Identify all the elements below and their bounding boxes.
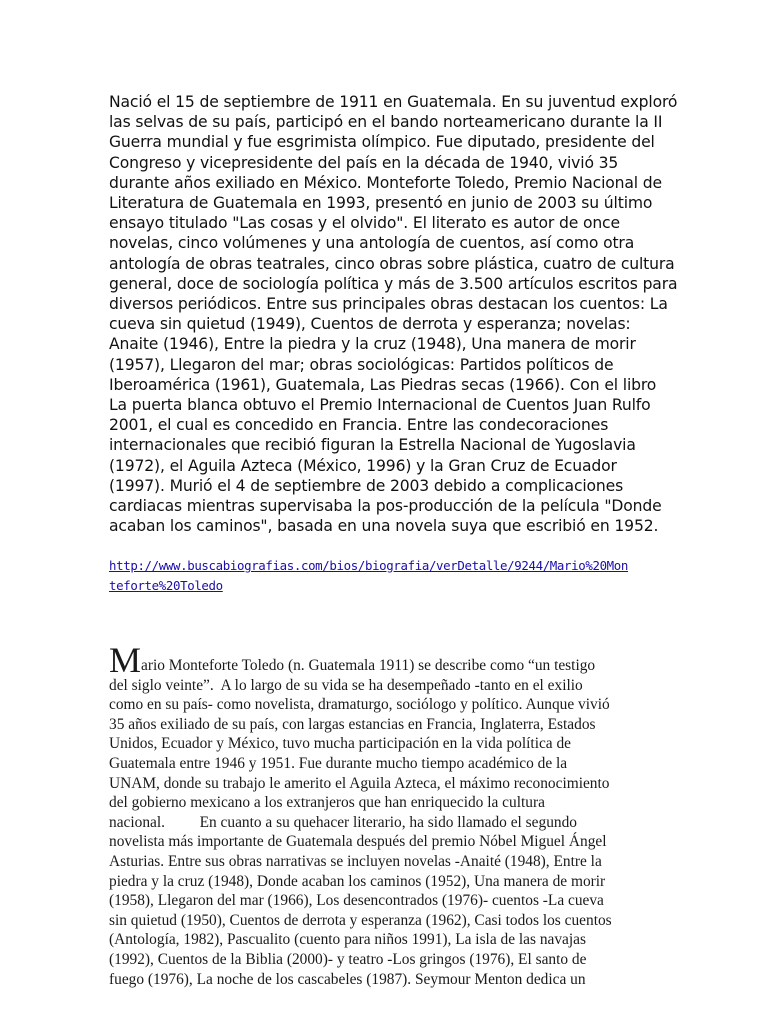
text-line: piedra y la cruz (1948), Donde acaban los caminos (1952), Una manera de morir (109, 872, 606, 890)
text-line: 35 años exiliado de su país, con largas estancias en Francia, Inglaterra, Estados (109, 715, 596, 733)
text-line: (1958), Llegaron del mar (1966), Los desencontrados (1976)- cuentos -La cueva (109, 892, 604, 910)
text-line: (Antología, 1982), Pascualito (cuento para niños 1991), La isla de las navajas (109, 931, 586, 949)
first-text-line (109, 640, 669, 680)
text-line: (1997). Murió el 4 de septiembre de 2003 debido a complicaciones (109, 476, 624, 495)
second-biography-paragraph (109, 640, 669, 989)
text-line: internacionales que recibió figuran la Estrella Nacional de Yugoslavia (109, 436, 636, 455)
text-line: (1957), Llegaron del mar; obras sociológicas: Partidos políticos de (109, 355, 614, 374)
text-line: cueva sin quietud (1949), Cuentos de derrota y esperanza; novelas: (109, 315, 631, 334)
text-line: fuego (1976), La noche de los cascabeles (1987). Seymour Menton dedica un (109, 970, 586, 988)
text-line: novelas, cinco volúmenes y una antología de cuentos, así como otra (109, 234, 635, 253)
text-line: antología de obras teatrales, cinco obras sobre plástica, cuatro de cultura (109, 254, 675, 273)
text-line: sin quietud (1950), Cuentos de derrota y esperanza (1962), Casi todos los cuentos (109, 911, 612, 929)
text-line: nacional. En cuanto a su quehacer literario, ha sido llamado el segundo (109, 813, 577, 831)
text-line: ensayo titulado "Las cosas y el olvido". El literato es autor de once (109, 214, 620, 233)
source-link-line[interactable]: teforte%20Toledo (109, 578, 223, 593)
text-line: durante años exiliado en México. Monteforte Toledo, Premio Nacional de (109, 173, 662, 192)
text-line: (1972), el Aguila Azteca (México, 1996) y la Gran Cruz de Ecuador (109, 456, 617, 475)
text-line: Unidos, Ecuador y México, tuvo mucha participación en la vida política de (109, 735, 572, 753)
text-line: (1992), Cuentos de la Biblia (2000)- y teatro -Los gringos (1976), El santo de (109, 950, 587, 968)
drop-cap: M (109, 640, 142, 680)
text-line: las selvas de su país, participó en el bando norteamericano durante la II (109, 113, 663, 132)
text-line: 2001, el cual es concedido en Francia. Entre las condecoraciones (109, 416, 609, 435)
text-line: del siglo veinte”. A lo largo de su vida se ha desempeñado -tanto en el exilio (109, 676, 583, 694)
text-line: general, doce de sociología política y más de 3.500 artículos escritos para (109, 274, 678, 293)
text-line: Literatura de Guatemala en 1993, presentó en junio de 2003 su último (109, 194, 653, 213)
text-line: Nació el 15 de septiembre de 1911 en Guatemala. En su juventud exploró (109, 93, 678, 111)
text-line: Congreso y vicepresidente del país en la década de 1940, vivió 35 (109, 153, 619, 172)
text-line: Guatemala entre 1946 y 1951. Fue durante mucho tiempo académico de la (109, 754, 568, 772)
text-line: cardiacas mientras supervisaba la pos-producción de la película "Donde (109, 497, 662, 516)
biography-paragraph (109, 92, 678, 536)
text-line: del gobierno mexicano a los extranjeros que han enriquecido la cultura (109, 794, 545, 812)
source-link[interactable] (109, 556, 669, 596)
text-line: La puerta blanca obtuvo el Premio Internacional de Cuentos Juan Rulfo (109, 396, 651, 415)
text-line: diversos periódicos. Entre sus principales obras destacan los cuentos: La (109, 295, 668, 314)
text-line: acaban los caminos", basada en una novela suya que escribió en 1952. (109, 517, 659, 536)
text-line: Guerra mundial y fue esgrimista olímpico. Fue diputado, presidente del (109, 133, 655, 152)
text-line: novelista más importante de Guatemala después del premio Nóbel Miguel Ángel (109, 833, 607, 851)
text-line: Iberoamérica (1961), Guatemala, Las Piedras secas (1966). Con el libro (109, 375, 657, 394)
text-line: como en su país- como novelista, dramaturgo, sociólogo y político. Aunque vivió (109, 696, 610, 714)
text-line: Anaite (1946), Entre la piedra y la cruz (1948), Una manera de morir (109, 335, 636, 354)
source-link-line[interactable]: http://www.buscabiografias.com/bios/biografia/verDetalle/9244/Mario%20Mon (109, 558, 629, 573)
first-line-rest: ario Monteforte Toledo (n. Guatemala 1911) se describe como “un testigo (141, 657, 596, 674)
text-line: Asturias. Entre sus obras narrativas se incluyen novelas -Anaité (1948), Entre la (109, 852, 602, 870)
text-line: UNAM, donde su trabajo le amerito el Aguila Azteca, el máximo reconocimiento (109, 774, 610, 792)
